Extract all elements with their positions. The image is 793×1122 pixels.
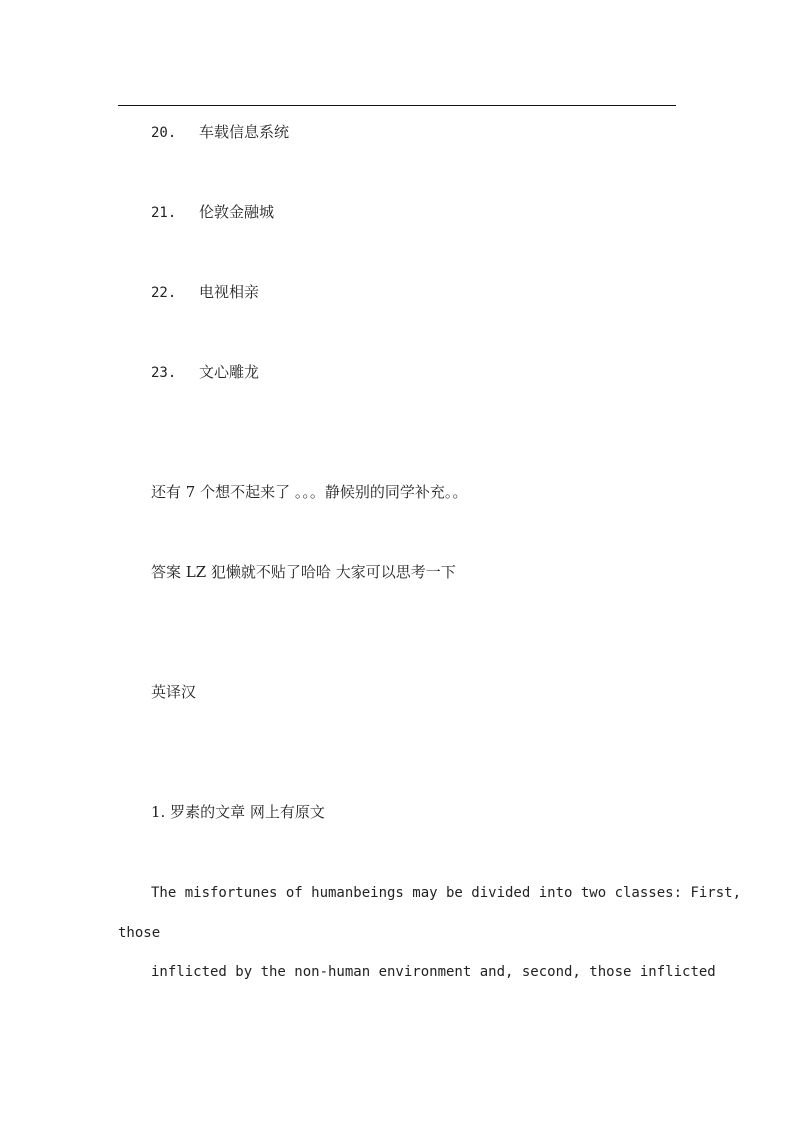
passage-text: inflicted by the non-human environment and, second, those inflicted: [151, 964, 716, 980]
passage-line: [151, 961, 716, 982]
list-item-text: 伦敦金融城: [199, 203, 275, 221]
header-rule: [118, 105, 676, 106]
list-item-number: 22.: [151, 285, 177, 301]
passage-text: The misfortunes of humanbeings may be divided into two classes: First,: [151, 885, 742, 901]
list-item-text: 电视相亲: [199, 283, 260, 301]
list-item-text: 文心雕龙: [199, 363, 260, 381]
list-item: [151, 362, 259, 383]
list-item-number: 21.: [151, 205, 177, 221]
missing-note: 还有 7 个想不起来了 。。。静候别的同学补充。。: [151, 483, 468, 501]
section-heading: 英译汉: [151, 683, 197, 701]
list-item-number: 23.: [151, 365, 177, 381]
list-item: [151, 202, 274, 223]
item-label: 1. 罗素的文章 网上有原文: [151, 803, 325, 821]
passage-text: those: [118, 925, 161, 941]
list-item: [151, 282, 259, 303]
passage-line: [118, 922, 160, 943]
list-item: [151, 122, 289, 143]
passage-line: [151, 882, 741, 903]
answers-note: 答案 LZ 犯懒就不贴了哈哈 大家可以思考一下: [151, 563, 456, 581]
list-item-text: 车载信息系统: [199, 123, 290, 141]
list-item-number: 20.: [151, 125, 177, 141]
